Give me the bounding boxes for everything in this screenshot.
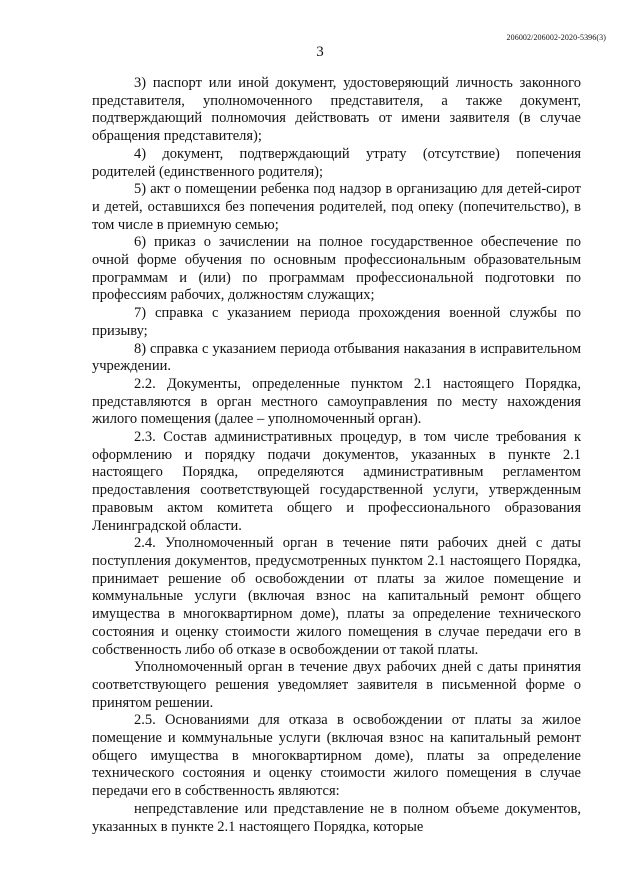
paragraph-item-8: 8) справка с указанием периода отбывания наказания в исправительном учреждении.	[92, 340, 581, 375]
paragraph-2-3: 2.3. Состав административных процедур, в том числе требования к оформлению и порядку подачи документов, указанных в пункте 2.1 настоящего Порядка, определяются административным регламентом предоставления соответствующей государственной услуги, утвержденным правовым актом комитета общего и профессионального образования Ленинградской области.	[92, 429, 581, 534]
document-body	[92, 75, 581, 836]
paragraph-item-7: 7) справка с указанием периода прохождения военной службы по призыву;	[92, 305, 581, 339]
paragraph-item-5: 5) акт о помещении ребенка под надзор в организацию для детей-сирот и детей, оставшихся без попечения родителей, под опеку (попечительство), в том числе в приемную семью;	[92, 181, 581, 233]
document-id: 206002/206002-2020-5396(3)	[506, 33, 606, 42]
paragraph-item-3: 3) паспорт или иной документ, удостоверяющий личность законного представителя, уполномоченного представителя, а также документ, подтверждающий полномочия действовать от имени заявителя (в случае обращения представителя);	[92, 75, 581, 145]
paragraph-2-4-notice: Уполномоченный орган в течение двух рабочих дней с даты принятия соответствующего решения уведомляет заявителя в письменной форме о принятом решении.	[92, 659, 581, 711]
page-number: 3	[316, 44, 324, 60]
paragraph-2-5-ground-1: непредставление или представление не в полном объеме документов, указанных в пункте 2.1 настоящего Порядка, которые	[92, 800, 581, 835]
paragraph-2-4: 2.4. Уполномоченный орган в течение пяти рабочих дней с даты поступления документов, предусмотренных пунктом 2.1 настоящего Порядка, принимает решение об освобождении от платы за жилое помещение и коммунальные услуги (включая взнос на капитальный ремонт общего имущества в многоквартирном доме), платы за определение технического состояния и оценку стоимости жилого помещения в случае передачи его в собственность либо об отказе в освобождении от такой платы.	[92, 535, 581, 658]
paragraph-item-4: 4) документ, подтверждающий утрату (отсутствие) попечения родителей (единственного родителя);	[92, 145, 581, 180]
paragraph-item-6: 6) приказ о зачислении на полное государственное обеспечение по очной форме обучения по основным профессиональным образовательным программам и (или) по программам профессиональной подготовки по профессиям рабочих, должностям служащих;	[92, 234, 581, 304]
paragraph-2-5: 2.5. Основаниями для отказа в освобождении от платы за жилое помещение и коммунальные услуги (включая взнос на капитальный ремонт общего имущества в многоквартирном доме), платы за определение технического состояния и оценку стоимости жилого помещения в случае передачи его в собственность являются:	[92, 712, 581, 800]
paragraph-2-2: 2.2. Документы, определенные пунктом 2.1 настоящего Порядка, представляются в орган местного самоуправления по месту нахождения жилого помещения (далее – уполномоченный орган).	[92, 375, 581, 428]
